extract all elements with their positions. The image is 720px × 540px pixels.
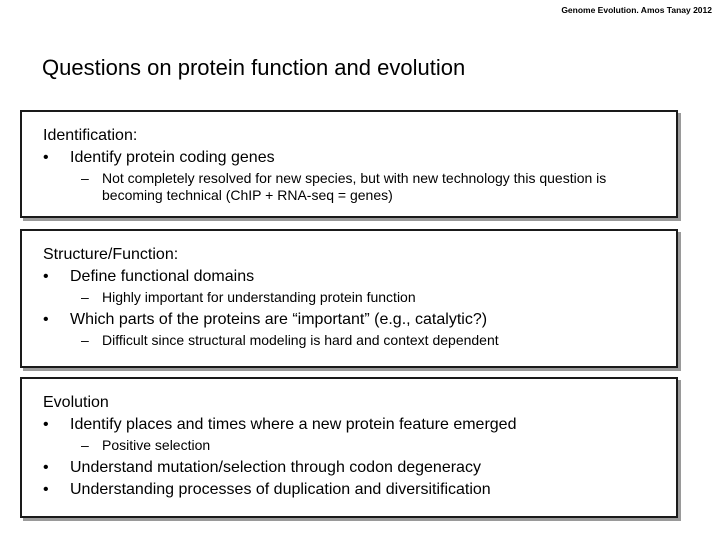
list-item	[43, 148, 666, 168]
sub-list-item	[43, 170, 666, 204]
list-item	[43, 458, 666, 478]
identification-panel	[20, 110, 678, 218]
sub-list-item-text: Not completely resolved for new species, but with new technology this question is becoming technical (ChIP + RNA-seq = genes)	[102, 170, 607, 203]
list-item-text: Define functional domains	[70, 268, 255, 285]
list-item	[43, 267, 666, 287]
list-item	[43, 415, 666, 435]
panel-heading: Evolution	[43, 394, 109, 411]
sub-list-item	[43, 289, 666, 306]
list-item-text: Which parts of the proteins are “important” (e.g., catalytic?)	[70, 311, 488, 328]
sub-list-item	[43, 437, 666, 454]
dash-mark: –	[81, 332, 89, 348]
dash-mark: –	[81, 437, 89, 453]
panel-heading: Structure/Function:	[43, 246, 179, 263]
dash-mark: –	[81, 170, 89, 186]
bullet-mark: •	[43, 311, 49, 328]
bullet-mark: •	[43, 481, 49, 498]
sub-list-item-text: Difficult since structural modeling is hard and context dependent	[102, 332, 499, 348]
list-item-text: Identify protein coding genes	[70, 149, 275, 166]
sub-list-item	[43, 332, 666, 349]
sub-list-item-text: Highly important for understanding protein function	[102, 289, 416, 305]
bullet-mark: •	[43, 268, 49, 285]
list-item	[43, 310, 666, 330]
header-note: Genome Evolution. Amos Tanay 2012	[561, 5, 712, 15]
sub-list-item-text: Positive selection	[102, 437, 211, 453]
list-item-text: Understand mutation/selection through codon degeneracy	[70, 459, 481, 476]
structure-function-panel	[20, 229, 678, 368]
bullet-mark: •	[43, 416, 49, 433]
evolution-panel	[20, 377, 678, 518]
list-item-text: Understanding processes of duplication and diversitification	[70, 481, 491, 498]
slide-title: Questions on protein function and evolution	[42, 55, 466, 80]
list-item-text: Identify places and times where a new protein feature emerged	[70, 416, 517, 433]
list-item	[43, 480, 666, 500]
bullet-mark: •	[43, 459, 49, 476]
dash-mark: –	[81, 289, 89, 305]
bullet-mark: •	[43, 149, 49, 166]
panel-heading: Identification:	[43, 127, 138, 144]
